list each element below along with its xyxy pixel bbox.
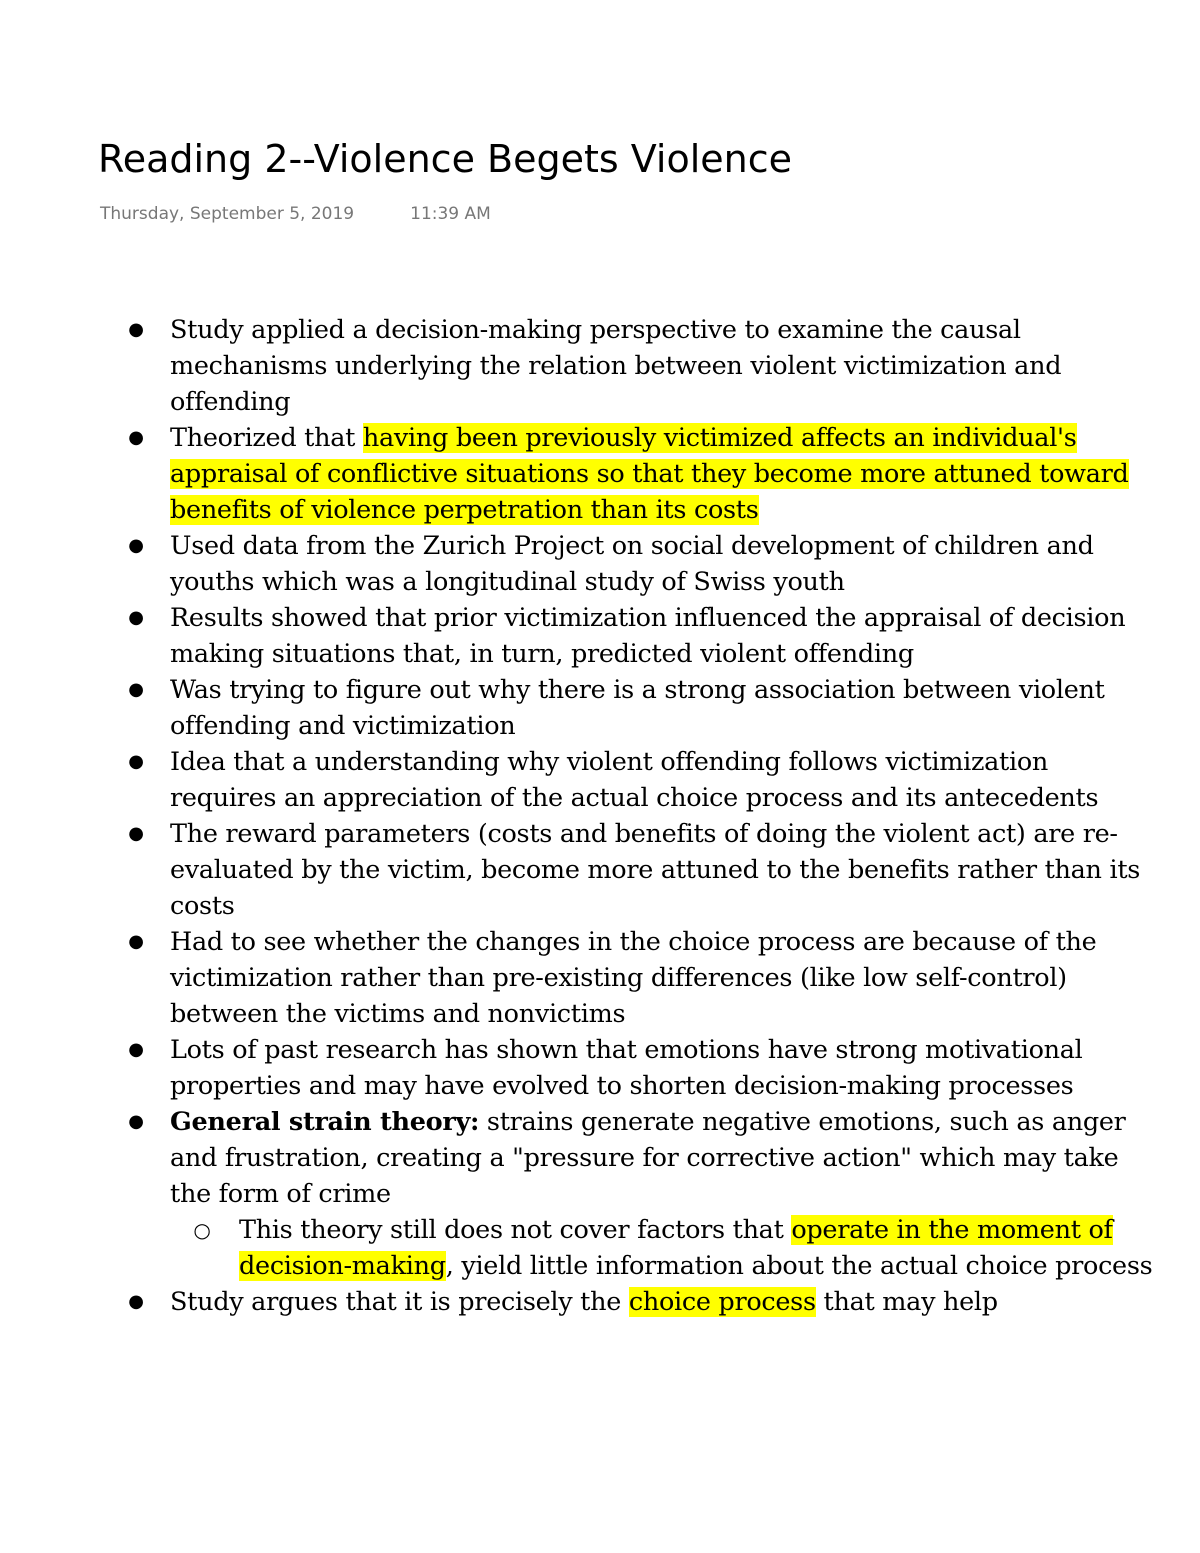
list-item-text: Study applied a decision-making perspective to examine the causal mechanisms underlying the relation between violent victimization and offending: [170, 315, 1062, 417]
page-title: Reading 2--Violence Begets Violence: [98, 137, 793, 181]
list-item-text: Study argues that it is precisely the: [170, 1287, 629, 1317]
bullet-icon: ●: [128, 1291, 144, 1312]
list-item-text: Theorized that: [170, 423, 363, 453]
list-item: [128, 672, 1160, 744]
highlighted-text: having been previously victimized affects an individual's appraisal of conflictive situations so that they become more attuned toward benefits of violence perpetration than its costs: [170, 423, 1129, 525]
list-item-text: Had to see whether the changes in the choice process are because of the victimization rather than pre-existing differences (like low self-control) between the victims and nonvictims: [170, 927, 1097, 1029]
list-item: [128, 312, 1160, 420]
note-body: [0, 312, 1200, 1435]
page-date: Thursday, September 5, 2019: [100, 204, 355, 224]
bullet-icon: ●: [128, 535, 144, 556]
list-item: [128, 1104, 1160, 1284]
list-item: [128, 744, 1160, 816]
bullet-icon: ●: [128, 319, 144, 340]
sub-list-item: [193, 1212, 1160, 1284]
hollow-circle-bullet-icon: ○: [193, 1218, 211, 1242]
list-item-text: Used data from the Zurich Project on social development of children and youths which was a longitudinal study of Swiss youth: [170, 531, 1094, 597]
list-item: [128, 816, 1160, 924]
list-item-text: The reward parameters (costs and benefits of doing the violent act) are re-evaluated by the victim, become more attuned to the benefits rather than its costs: [170, 819, 1141, 921]
bullet-icon: ●: [128, 607, 144, 628]
bullet-icon: ●: [128, 427, 144, 448]
bullet-icon: ●: [128, 931, 144, 952]
bullet-icon: ●: [128, 1039, 144, 1060]
highlighted-text: operate in the moment of decision-making: [239, 1215, 1113, 1281]
sub-list: [170, 1212, 1160, 1284]
sub-item-text: , yield little information about the actual choice process: [445, 1251, 1153, 1281]
list-item: [128, 528, 1160, 600]
list-item: [128, 1032, 1160, 1104]
bullet-icon: ●: [128, 1111, 144, 1132]
page-timestamp: [100, 202, 491, 226]
bullet-list: [128, 312, 1160, 1320]
list-item: [128, 1284, 1160, 1320]
bullet-icon: ●: [128, 823, 144, 844]
list-item-text: Idea that a understanding why violent offending follows victimization requires an appreciation of the actual choice process and its antecedents: [170, 747, 1099, 813]
sub-item-text: This theory still does not cover factors that: [239, 1215, 792, 1245]
highlighted-text: choice process: [628, 1287, 816, 1317]
bullet-icon: ●: [128, 679, 144, 700]
list-item-text: Was trying to figure out why there is a strong association between violent offending and victimization: [170, 675, 1105, 741]
list-item: [128, 420, 1160, 528]
list-item-text: Results showed that prior victimization influenced the appraisal of decision making situations that, in turn, predicted violent offending: [170, 603, 1126, 669]
list-item-text: strains generate negative emotions, such as anger and frustration, creating a "pressure for corrective action" which may take the form of crime: [170, 1107, 1126, 1209]
list-item-text: Lots of past research has shown that emotions have strong motivational properties and may have evolved to shorten decision-making processes: [170, 1035, 1083, 1101]
term-heading: General strain theory:: [170, 1107, 480, 1137]
list-item: [128, 600, 1160, 672]
list-item: [128, 924, 1160, 1032]
list-item-text: that may help: [815, 1287, 998, 1317]
bullet-icon: ●: [128, 751, 144, 772]
page-time: 11:39 AM: [410, 204, 491, 224]
